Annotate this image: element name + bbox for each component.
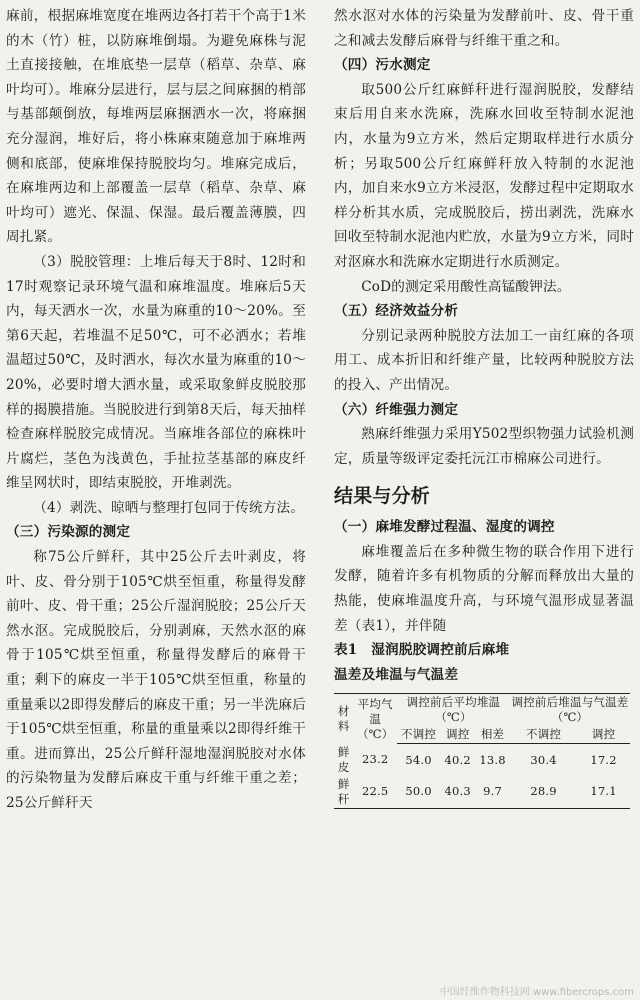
table-header-avg-temp	[354, 694, 397, 744]
table-caption-line1: 表1 湿润脱胶调控前后麻堆	[334, 642, 510, 659]
table-header-temp-diff: 调控前后堆温与气温差（℃）	[511, 695, 629, 725]
right-column	[334, 4, 634, 809]
table-cell-before: 50.0	[397, 776, 440, 809]
table-cell-avg: 22.5	[354, 776, 397, 809]
table-subheader-diff: 相差	[475, 726, 510, 744]
table-row	[334, 744, 630, 776]
results-heading: 结果与分析	[334, 485, 431, 508]
section-heading-economics: （五）经济效益分析	[334, 303, 459, 320]
paragraph-temperature: 麻堆覆盖后在多种微生物的联合作用下进行发酵，随着许多有机物质的分解而释放出大量的热能，使麻堆温度升高，与环境气温形成显著温差（表1），并伴随	[334, 543, 634, 634]
table-cell-after: 40.2	[444, 752, 471, 767]
table-cell-after: 40.3	[440, 776, 475, 809]
paragraph-pollution-method: 称75公斤鲜秆，其中25公斤去叶剥皮，将叶、皮、骨分别于105℃烘至恒重，称量得发酵前叶、皮、骨干重；25公斤湿润脱胶；25公斤天然水沤。完成脱胶后，分别剥麻，天然水沤的麻骨于105℃烘至恒重，称量得发酵后的麻骨干重；剩下的麻皮一半于105℃烘至恒重，称量的重量乘以2即得发酵后的麻皮干重；另一半洗麻后于105℃烘至恒重，称量的重量乘以2即得纤维干重。进而算出，25公斤鲜秆湿地湿润脱胶对水体的污染物量为发酵后麻皮干重与纤维干重之差；25公斤鲜秆天	[6, 549, 306, 811]
table-cell-diff: 13.8	[479, 752, 506, 767]
table-cell-before: 54.0	[405, 752, 432, 767]
paragraph-wastewater: 取500公斤红麻鲜秆进行湿润脱胶，发酵结束后用自来水洗麻，洗麻水回收至特制水泥池内，水量为9立方米，然后定期取样进行水质分析；另取500公斤红麻鲜秆放入特制的水泥池内，加自来水9立方米浸沤，发酵过程中定期取水样分析其水质，完成脱胶后，捞出剥洗，洗麻水回收至特制水泥池内贮放，水量为9立方米，同时对沤麻水和洗麻水定期进行水质测定。	[334, 81, 634, 270]
paragraph-economics: 分别记录两种脱胶方法加工一亩红麻的各项用工、成本折旧和纤维产量，比较两种脱胶方法的投入、产出情况。	[334, 327, 634, 393]
section-heading-wastewater: （四）污水测定	[334, 57, 431, 74]
paragraph-cod: CoD的测定采用酸性高锰酸钾法。	[361, 278, 571, 295]
section-heading-strength: （六）纤维强力测定	[334, 401, 459, 418]
table-subheader-after: 调控	[440, 726, 475, 744]
table-header-avg-temp-label: 平均气温	[357, 696, 393, 726]
left-column	[6, 4, 306, 816]
paragraph-washing: （4）剥洗、晾晒与整理打包同于传统方法。	[33, 499, 305, 516]
table-subheader-before2: 不调控	[510, 726, 577, 744]
paragraph-stacking: 麻前，根据麻堆宽度在堆两边各打若干个高于1米的木（竹）桩，以防麻堆倒塌。为避免麻株与泥土直接接触，在堆底垫一层草（稻草、杂草、麻叶均可）。堆麻分层进行，层与层之间麻捆的梢部与基部颠倒放，每堆两层麻捆洒水一次，将麻捆充分湿润，堆好后，将小株麻束随意加于麻堆两侧和底部，使麻堆保持脱胶均匀。堆麻完成后，在麻堆两边和上部覆盖一层草（稻草、杂草、麻叶均可）遮光、保温、保湿。最后覆盖薄膜，四周扎紧。	[6, 8, 306, 246]
table-subheader-before: 不调控	[397, 726, 440, 744]
paragraph-pollution-cont: 然水沤对水体的污染量为发酵前叶、皮、骨干重之和减去发酵后麻骨与纤维干重之和。	[334, 8, 634, 49]
table-cell-d-after: 17.2	[590, 752, 617, 767]
table-row	[334, 776, 630, 809]
paragraph-strength: 熟麻纤维强力采用Y502型织物强力试验机测定，质量等级评定委托沅江市棉麻公司进行。	[334, 426, 634, 467]
table-cell-material: 鲜皮	[337, 744, 350, 774]
table-cell-avg: 23.2	[361, 752, 389, 767]
table-header-material: 材料	[334, 694, 354, 744]
table-cell-d-before: 28.9	[510, 776, 577, 809]
table-header-pile-temp: 调控前后平均堆温（℃）	[397, 694, 510, 727]
table-caption-line2: 温差及堆温与气温差	[334, 666, 459, 683]
watermark: 中国纤维作物科技网 www.fibercrops.com	[439, 987, 634, 998]
data-table	[334, 693, 630, 809]
table-cell-d-before: 30.4	[530, 752, 557, 767]
paragraph-degumming-management: （3）脱胶管理：上堆后每天于8时、12时和17时观察记录环境气温和麻堆温度。堆麻后5天内，每天洒水一次，水量为麻重的10～20%。至第6天起，若堆温不足50℃，可不必洒水；若堆温超过50℃，及时洒水，每次水量为麻重的10～20%，必要时增大洒水量，或采取象鲜皮脱胶那样的揭膜措施。当脱胶进行到第8天后，每天抽样检查麻样脱胶完成情况。当麻堆各部位的麻株叶片腐烂，茎色为浅黄色，手扯拉茎基部的麻皮纤维呈网状时，即结束脱胶，开堆剥洗。	[6, 253, 306, 492]
subsection-heading-temperature: （一）麻堆发酵过程温、湿度的调控	[334, 519, 555, 536]
table-cell-material: 鲜秆	[334, 776, 354, 809]
section-heading-pollution: （三）污染源的测定	[6, 524, 131, 541]
table-cell-diff: 9.7	[475, 776, 510, 809]
table-cell-d-after: 17.1	[577, 776, 630, 809]
table-subheader-after2: 调控	[577, 726, 630, 744]
table-header-avg-temp-unit: （℃）	[356, 726, 394, 741]
